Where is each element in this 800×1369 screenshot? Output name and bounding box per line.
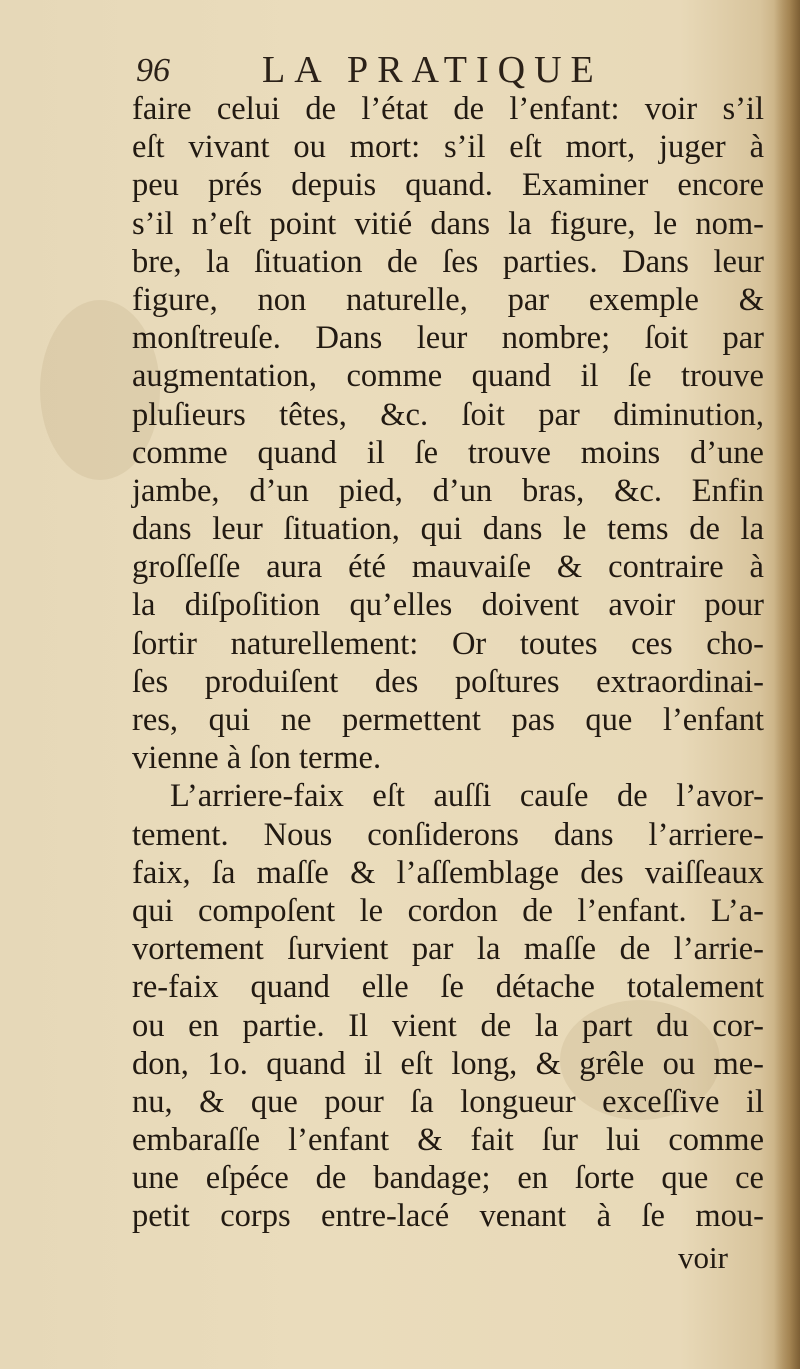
paragraph-end-line: vienne à ſon terme.: [132, 740, 382, 777]
text-line: bre, la ſituation de ſes parties. Dans leur: [132, 243, 764, 280]
text-line: vortement ſurvient par la maſſe de l’arrie-: [132, 931, 764, 968]
text-line: comme quand il ſe trouve moins d’une: [132, 434, 764, 471]
running-title: LA PRATIQUE: [262, 49, 603, 91]
text-line: augmentation, comme quand il ſe trouve: [132, 358, 764, 395]
text-line: petit corps entre-lacé venant à ſe mou-: [132, 1198, 764, 1235]
text-line: peu prés depuis quand. Examiner encore: [132, 167, 764, 204]
text-line: tement. Nous conſiderons dans l’arriere-: [132, 816, 764, 853]
text-line: ou en partie. Il vient de la part du cor-: [132, 1007, 764, 1044]
paragraph-start-line: L’arriere-faix eſt auſſi cauſe de l’avor-: [170, 778, 764, 815]
text-line: une eſpéce de bandage; en ſorte que ce: [132, 1160, 764, 1197]
page-number: 96: [136, 52, 170, 89]
text-line: figure, non naturelle, par exemple &: [132, 281, 764, 318]
text-line: res, qui ne permettent pas que l’enfant: [132, 702, 764, 738]
text-line: qui compoſent le cordon de l’enfant. L’a-: [132, 892, 764, 929]
body-text: [132, 90, 764, 1236]
text-line: eſt vivant ou mort: s’il eſt mort, juger à: [132, 129, 764, 166]
text-line: nu, & que pour ſa longueur exceſſive il: [132, 1083, 764, 1120]
text-line: don, 1o. quand il eſt long, & grêle ou me-: [132, 1045, 764, 1082]
text-line: jambe, d’un pied, d’un bras, &c. Enfin: [132, 472, 764, 509]
text-line: groſſeſſe aura été mauvaiſe & contraire à: [132, 549, 764, 586]
text-line: pluſieurs têtes, &c. ſoit par diminution,: [132, 396, 764, 433]
text-line: faire celui de l’état de l’enfant: voir s’il: [132, 91, 764, 127]
text-line: dans leur ſituation, qui dans le tems de la: [132, 511, 764, 548]
text-line: re-faix quand elle ſe détache totalement: [132, 969, 764, 1006]
catchword: voir: [678, 1240, 728, 1275]
text-line: monſtreuſe. Dans leur nombre; ſoit par: [132, 320, 764, 357]
text-line: ſes produiſent des poſtures extraordinai-: [132, 663, 764, 700]
text-line: faix, ſa maſſe & l’aſſemblage des vaiſſeaux: [132, 854, 764, 891]
text-line: embaraſſe l’enfant & fait ſur lui comme: [132, 1122, 764, 1159]
binding-shadow: [774, 0, 800, 1369]
text-line: ſortir naturellement: Or toutes ces cho-: [132, 625, 764, 662]
text-line: la diſpoſition qu’elles doivent avoir pour: [132, 587, 764, 624]
text-line: s’il n’eſt point vitié dans la figure, le nom-: [132, 205, 764, 242]
